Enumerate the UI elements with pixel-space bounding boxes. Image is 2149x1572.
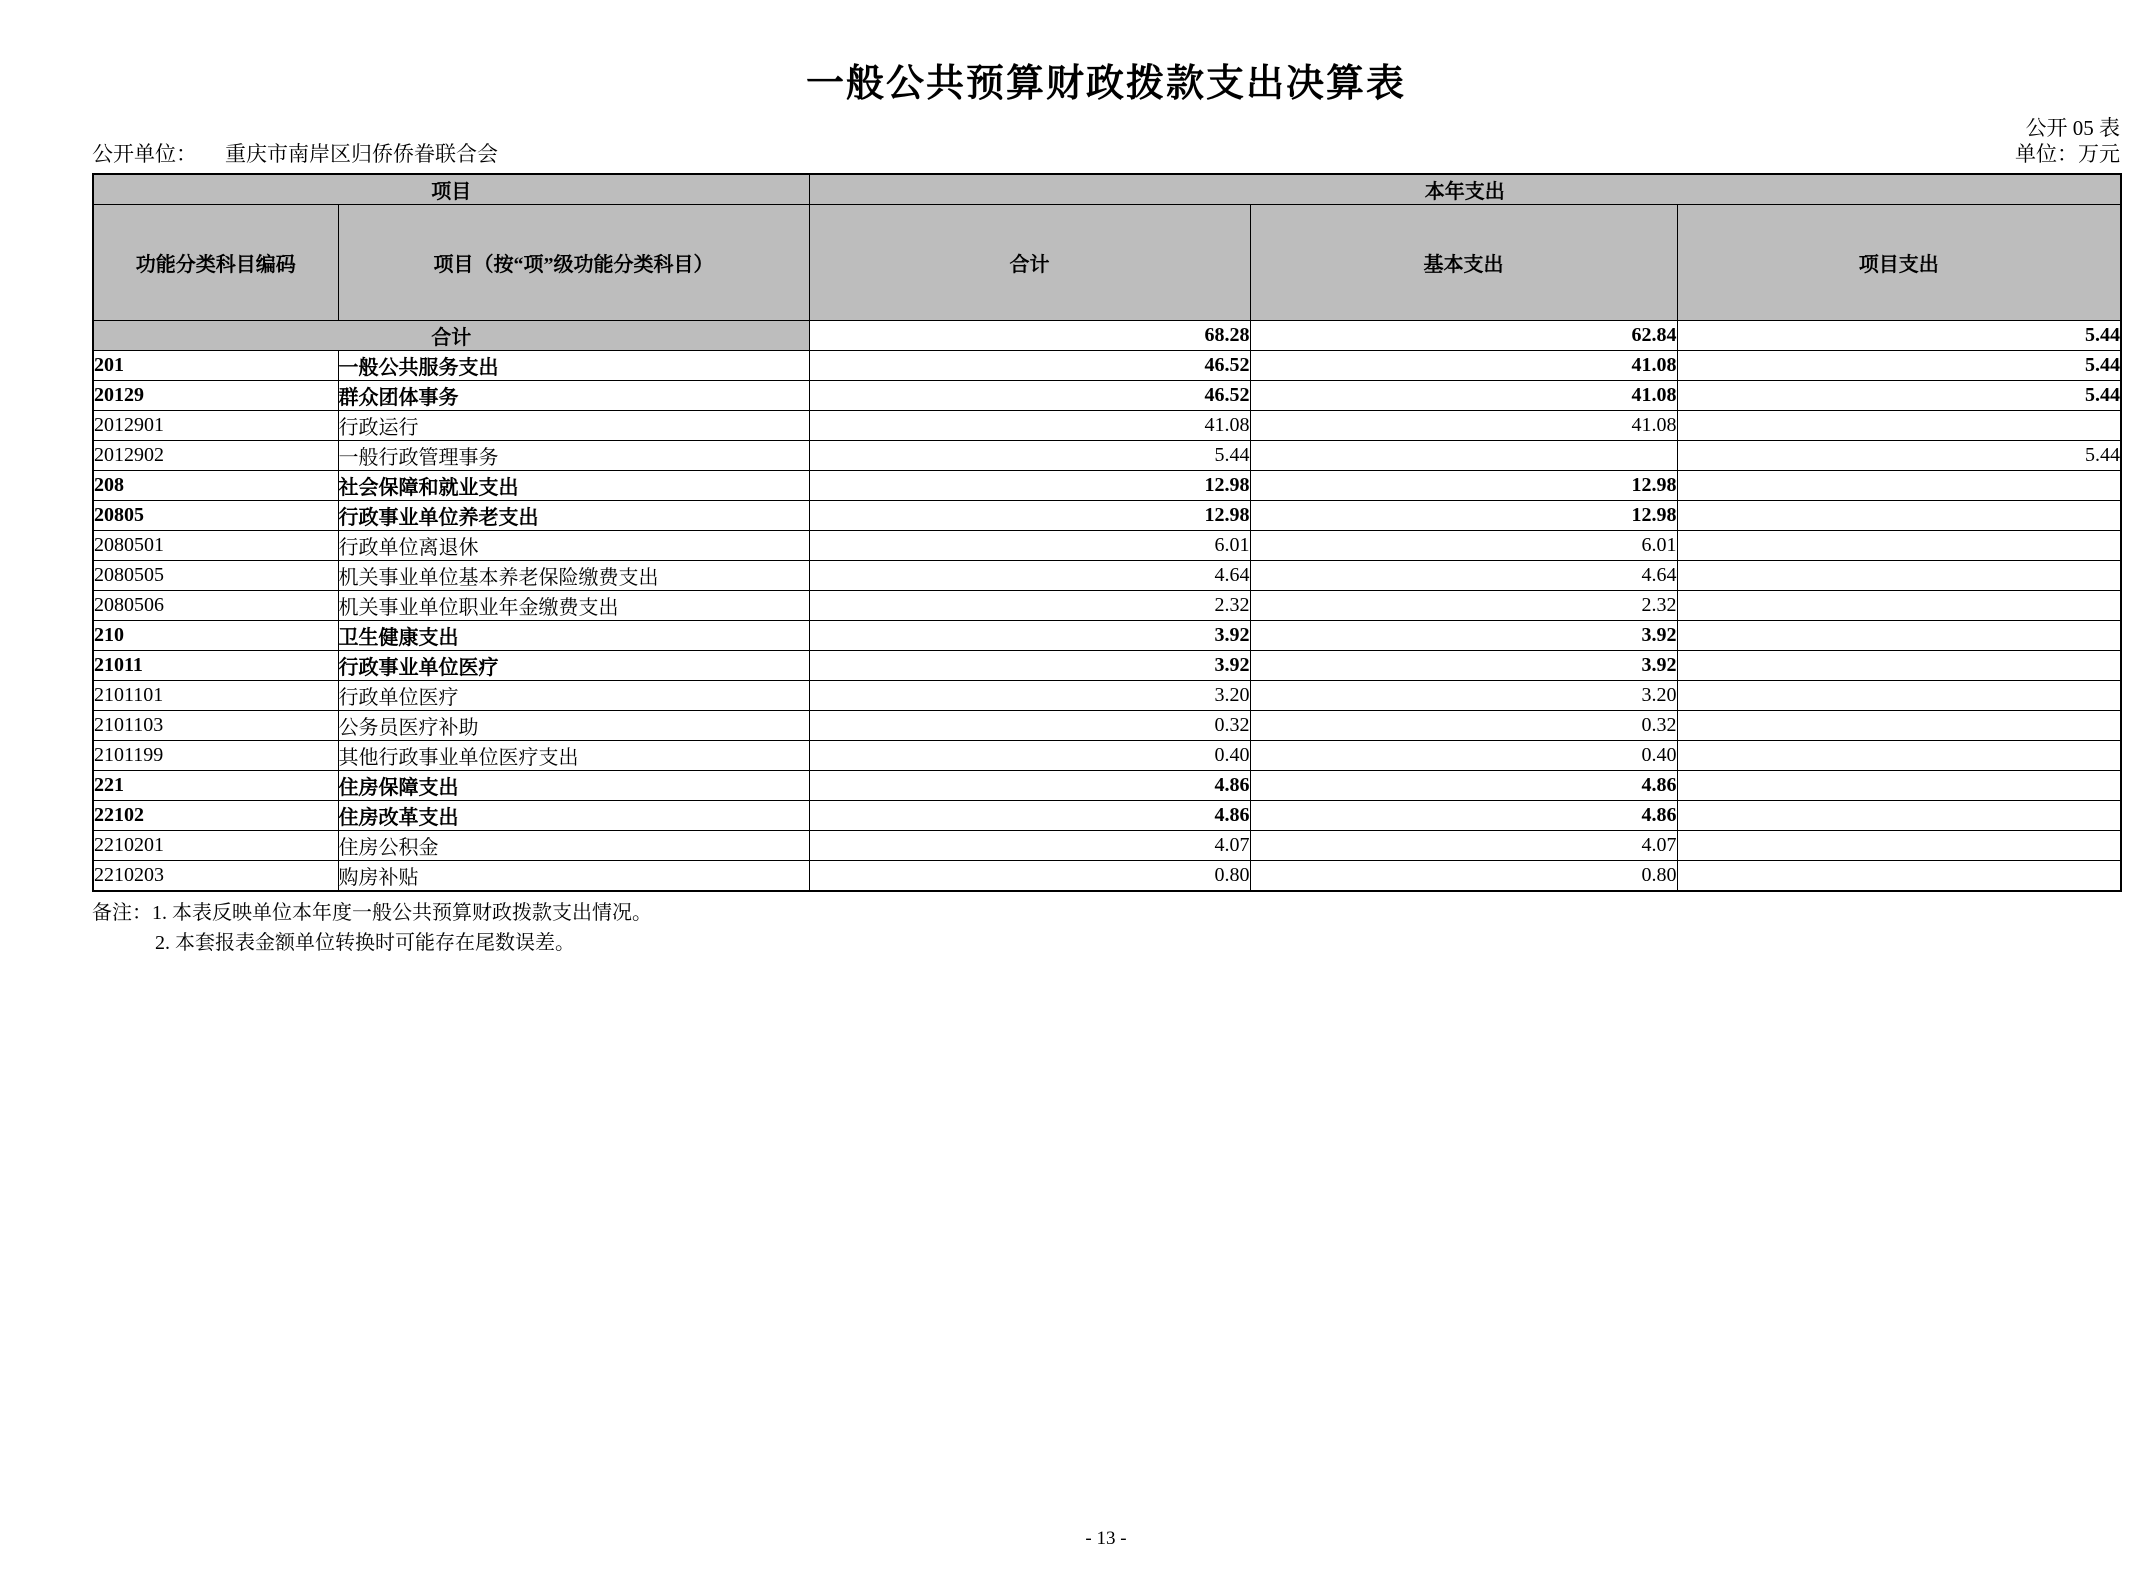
table-row [93,411,2121,441]
header-group-row [93,174,2121,205]
row-total-cell: 41.08 [809,411,1250,441]
row-code-cell: 2210203 [93,861,338,892]
table-row [93,771,2121,801]
row-basic-cell: 41.08 [1250,381,1677,411]
row-project-cell [1677,831,2121,861]
row-basic-cell: 4.86 [1250,771,1677,801]
table-row [93,591,2121,621]
row-code-cell: 201 [93,351,338,381]
row-code-cell: 20805 [93,501,338,531]
row-code-cell: 21011 [93,651,338,681]
row-total-cell: 5.44 [809,441,1250,471]
row-code-cell: 2080505 [93,561,338,591]
table-row [93,711,2121,741]
row-project-cell [1677,681,2121,711]
row-total-cell: 4.64 [809,561,1250,591]
header-group-current-year: 本年支出 [809,174,2121,205]
row-project-cell [1677,501,2121,531]
row-name-cell: 群众团体事务 [338,381,809,411]
header-columns-row [93,205,2121,321]
row-total-cell: 4.86 [809,771,1250,801]
row-code-cell: 210 [93,621,338,651]
header-col-project: 项目支出 [1677,205,2121,321]
row-basic-cell: 0.32 [1250,711,1677,741]
header-group-project: 项目 [93,174,809,205]
header-col-item: 项目（按“项”级功能分类科目） [338,205,809,321]
summary-project-cell: 5.44 [1677,321,2121,351]
row-project-cell [1677,651,2121,681]
row-project-cell [1677,471,2121,501]
table-row [93,621,2121,651]
header-col-basic: 基本支出 [1250,205,1677,321]
row-name-cell: 行政单位离退休 [338,531,809,561]
row-name-cell: 卫生健康支出 [338,621,809,651]
row-basic-cell: 4.86 [1250,801,1677,831]
row-code-cell: 208 [93,471,338,501]
row-basic-cell: 41.08 [1250,351,1677,381]
row-name-cell: 住房公积金 [338,831,809,861]
document-sheet [92,52,2120,958]
row-code-cell: 2080506 [93,591,338,621]
row-total-cell: 3.92 [809,621,1250,651]
row-basic-cell: 12.98 [1250,471,1677,501]
row-total-cell: 46.52 [809,351,1250,381]
row-code-cell: 2012902 [93,441,338,471]
row-basic-cell: 2.32 [1250,591,1677,621]
row-name-cell: 行政单位医疗 [338,681,809,711]
row-total-cell: 2.32 [809,591,1250,621]
row-name-cell: 一般公共服务支出 [338,351,809,381]
row-total-cell: 12.98 [809,471,1250,501]
header-col-code: 功能分类科目编码 [93,205,338,321]
row-name-cell: 机关事业单位职业年金缴费支出 [338,591,809,621]
row-project-cell [1677,621,2121,651]
row-project-cell: 5.44 [1677,441,2121,471]
row-project-cell [1677,861,2121,892]
table-row [93,831,2121,861]
row-name-cell: 住房保障支出 [338,771,809,801]
row-code-cell: 22102 [93,801,338,831]
table-body [93,321,2121,892]
row-basic-cell: 3.92 [1250,651,1677,681]
row-name-cell: 购房补贴 [338,861,809,892]
row-basic-cell: 0.40 [1250,741,1677,771]
row-code-cell: 2210201 [93,831,338,861]
row-total-cell: 0.80 [809,861,1250,892]
row-basic-cell: 3.92 [1250,621,1677,651]
row-name-cell: 社会保障和就业支出 [338,471,809,501]
table-row [93,531,2121,561]
row-code-cell: 2080501 [93,531,338,561]
page-title: 一般公共预算财政拨款支出决算表 [805,63,1406,105]
row-project-cell [1677,711,2121,741]
row-name-cell: 住房改革支出 [338,801,809,831]
summary-total-cell: 68.28 [809,321,1250,351]
row-project-cell [1677,591,2121,621]
row-total-cell: 6.01 [809,531,1250,561]
row-basic-cell: 12.98 [1250,501,1677,531]
expenditure-table [92,173,2122,892]
table-head [93,174,2121,321]
row-project-cell [1677,801,2121,831]
row-basic-cell [1250,441,1677,471]
footnote-2: 2. 本套报表金额单位转换时可能存在尾数误差。 [155,932,575,954]
table-row [93,441,2121,471]
summary-label-cell: 合计 [93,321,809,351]
table-row [93,471,2121,501]
row-project-cell: 5.44 [1677,381,2121,411]
row-total-cell: 0.32 [809,711,1250,741]
row-name-cell: 公务员医疗补助 [338,711,809,741]
table-row [93,651,2121,681]
row-basic-cell: 41.08 [1250,411,1677,441]
row-basic-cell: 6.01 [1250,531,1677,561]
table-row [93,861,2121,892]
row-code-cell: 2101101 [93,681,338,711]
row-name-cell: 一般行政管理事务 [338,441,809,471]
row-basic-cell: 4.64 [1250,561,1677,591]
header-col-total: 合计 [809,205,1250,321]
money-unit: 单位：万元 [2015,142,2120,166]
row-total-cell: 4.86 [809,801,1250,831]
page-number: - 13 - [1085,1528,1127,1549]
row-name-cell: 行政事业单位养老支出 [338,501,809,531]
row-code-cell: 221 [93,771,338,801]
row-name-cell: 其他行政事业单位医疗支出 [338,741,809,771]
row-code-cell: 2101199 [93,741,338,771]
row-total-cell: 4.07 [809,831,1250,861]
table-row [93,741,2121,771]
publishing-unit [92,141,498,167]
summary-basic-cell: 62.84 [1250,321,1677,351]
row-code-cell: 2101103 [93,711,338,741]
row-name-cell: 行政事业单位医疗 [338,651,809,681]
footnotes [92,898,2120,958]
table-row [93,351,2121,381]
table-row [93,801,2121,831]
row-basic-cell: 4.07 [1250,831,1677,861]
row-name-cell: 机关事业单位基本养老保险缴费支出 [338,561,809,591]
unit-label: 公开单位： [92,142,197,166]
row-total-cell: 46.52 [809,381,1250,411]
row-project-cell [1677,771,2121,801]
row-total-cell: 3.20 [809,681,1250,711]
footnote-1: 备注：1. 本表反映单位本年度一般公共预算财政拨款支出情况。 [92,902,652,924]
table-row [93,561,2121,591]
row-project-cell [1677,411,2121,441]
row-basic-cell: 3.20 [1250,681,1677,711]
summary-row [93,321,2121,351]
row-code-cell: 20129 [93,381,338,411]
unit-name: 重庆市南岸区归侨侨眷联合会 [225,142,498,166]
row-project-cell [1677,741,2121,771]
row-project-cell: 5.44 [1677,351,2121,381]
row-total-cell: 0.40 [809,741,1250,771]
row-project-cell [1677,531,2121,561]
row-basic-cell: 0.80 [1250,861,1677,892]
sheet-code: 公开 05 表 [2025,116,2120,140]
row-name-cell: 行政运行 [338,411,809,441]
meta-row [92,141,2120,167]
table-row [93,381,2121,411]
row-project-cell [1677,561,2121,591]
table-row [93,681,2121,711]
row-total-cell: 12.98 [809,501,1250,531]
row-code-cell: 2012901 [93,411,338,441]
row-total-cell: 3.92 [809,651,1250,681]
table-row [93,501,2121,531]
